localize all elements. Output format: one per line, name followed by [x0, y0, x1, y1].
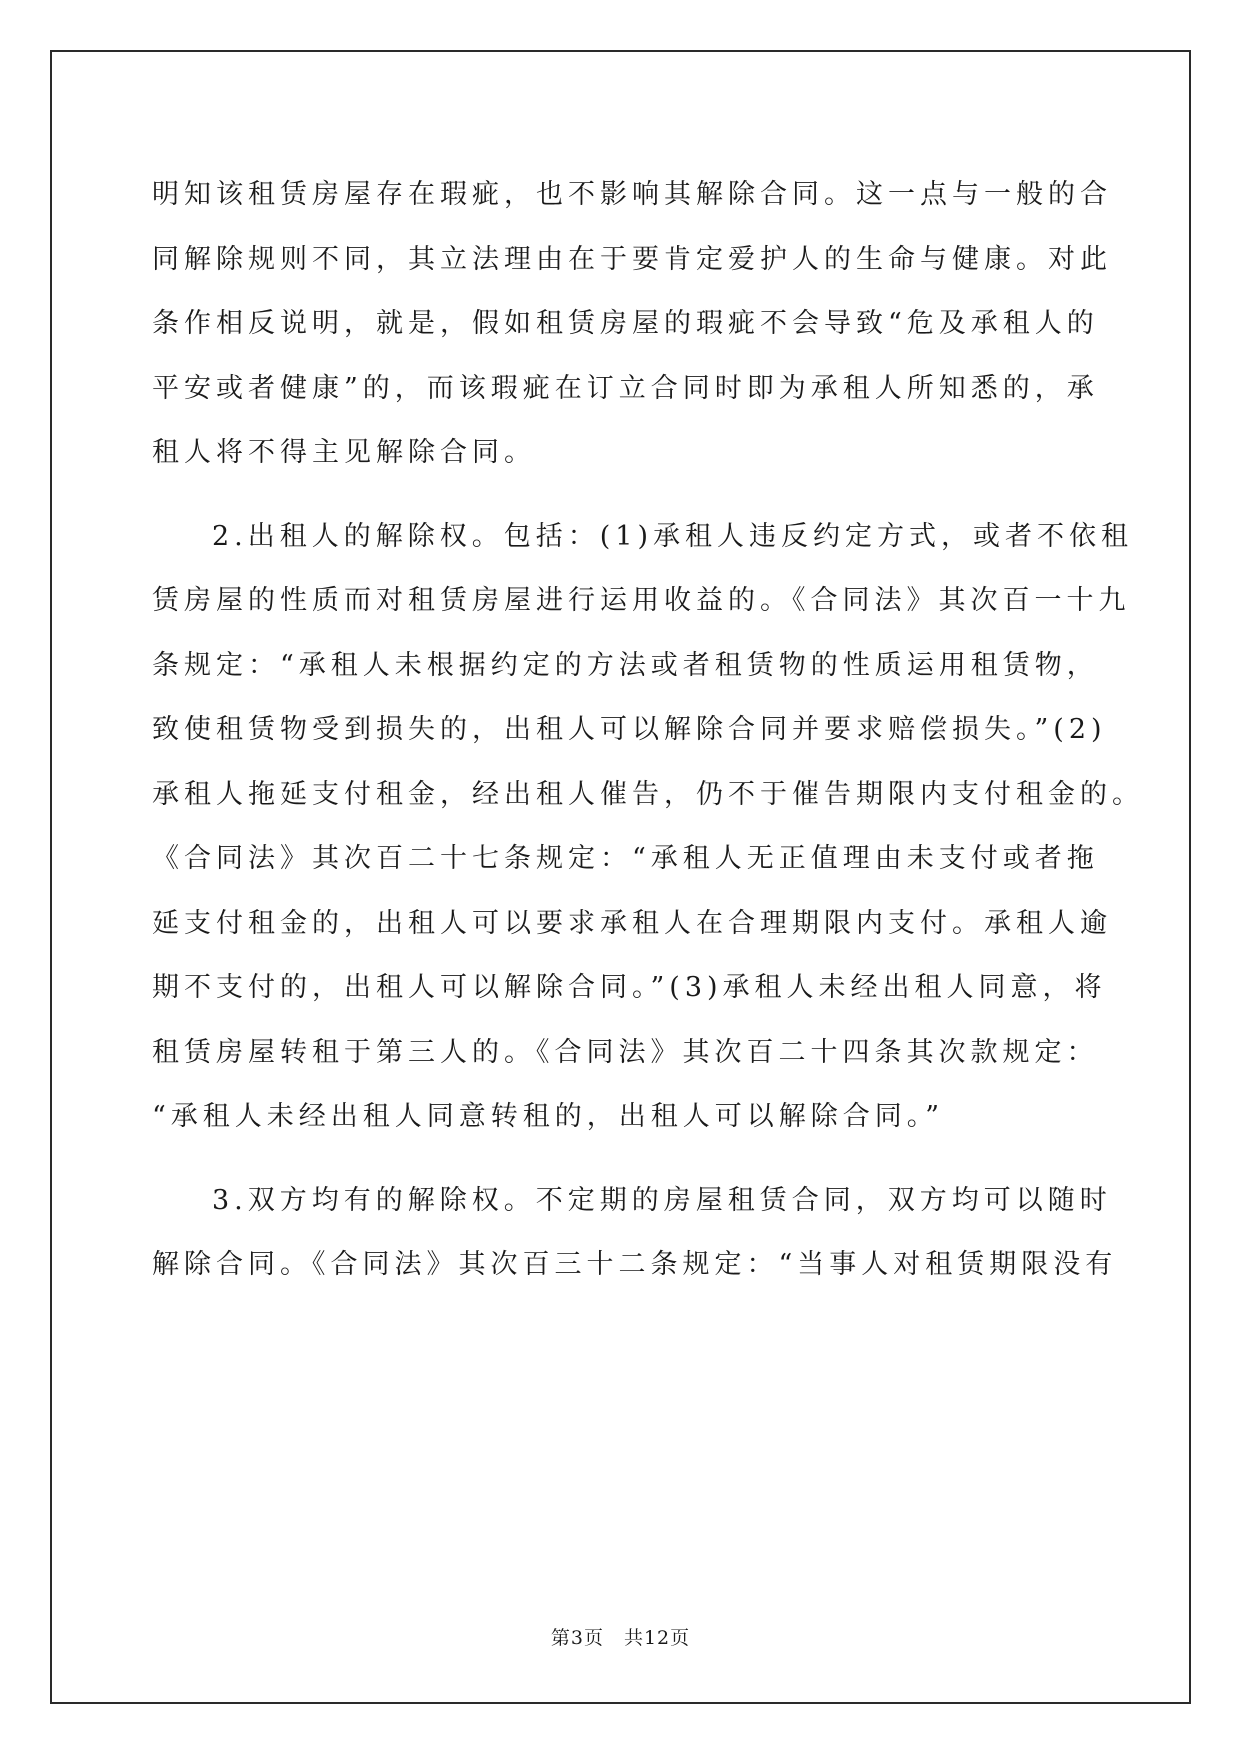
text-line: 明知该租赁房屋存在瑕疵，也不影响其解除合同。这一点与一般的合 — [152, 179, 1112, 210]
document-body — [152, 163, 1144, 1298]
text-line: 致使租赁物受到损失的，出租人可以解除合同并要求赔偿损失。”(2) — [152, 714, 1107, 745]
text-line: 平安或者健康”的，而该瑕疵在订立合同时即为承租人所知悉的，承 — [152, 372, 1099, 404]
text-line: 解除合同。《合同法》其次百三十二条规定：“当事人对租赁期限没有 — [152, 1249, 1118, 1280]
text-line: “承租人未经出租人同意转租的，出租人可以解除合同。” — [152, 1101, 945, 1132]
text-line: 条规定：“承租人未根据约定的方法或者租赁物的性质运用租赁物， — [152, 649, 1099, 681]
text-line: 2.出租人的解除权。包括：(1)承租人违反约定方式，或者不依租 — [212, 520, 1134, 552]
text-line: 3.双方均有的解除权。不定期的房屋租赁合同，双方均可以随时 — [212, 1184, 1112, 1216]
text-line: 租人将不得主见解除合同。 — [152, 437, 536, 468]
text-line: 《合同法》其次百二十七条规定：“承租人无正值理由未支付或者拖 — [152, 843, 1099, 874]
text-line: 期不支付的，出租人可以解除合同。”(3)承租人未经出租人同意，将 — [152, 972, 1107, 1003]
text-line: 延支付租金的，出租人可以要求承租人在合理期限内支付。承租人逾 — [152, 907, 1112, 939]
text-line: 租赁房屋转租于第三人的。《合同法》其次百二十四条其次款规定： — [152, 1036, 1099, 1068]
text-line: 赁房屋的性质而对租赁房屋进行运用收益的。《合同法》其次百一十九 — [152, 585, 1131, 616]
page-number: 第3页 共12页 — [550, 1627, 691, 1649]
text-line: 承租人拖延支付租金，经出租人催告，仍不于催告期限内支付租金的。 — [152, 778, 1144, 810]
text-line: 条作相反说明，就是，假如租赁房屋的瑕疵不会导致“危及承租人的 — [152, 308, 1099, 339]
text-line: 同解除规则不同，其立法理由在于要肯定爱护人的生命与健康。对此 — [152, 243, 1112, 275]
